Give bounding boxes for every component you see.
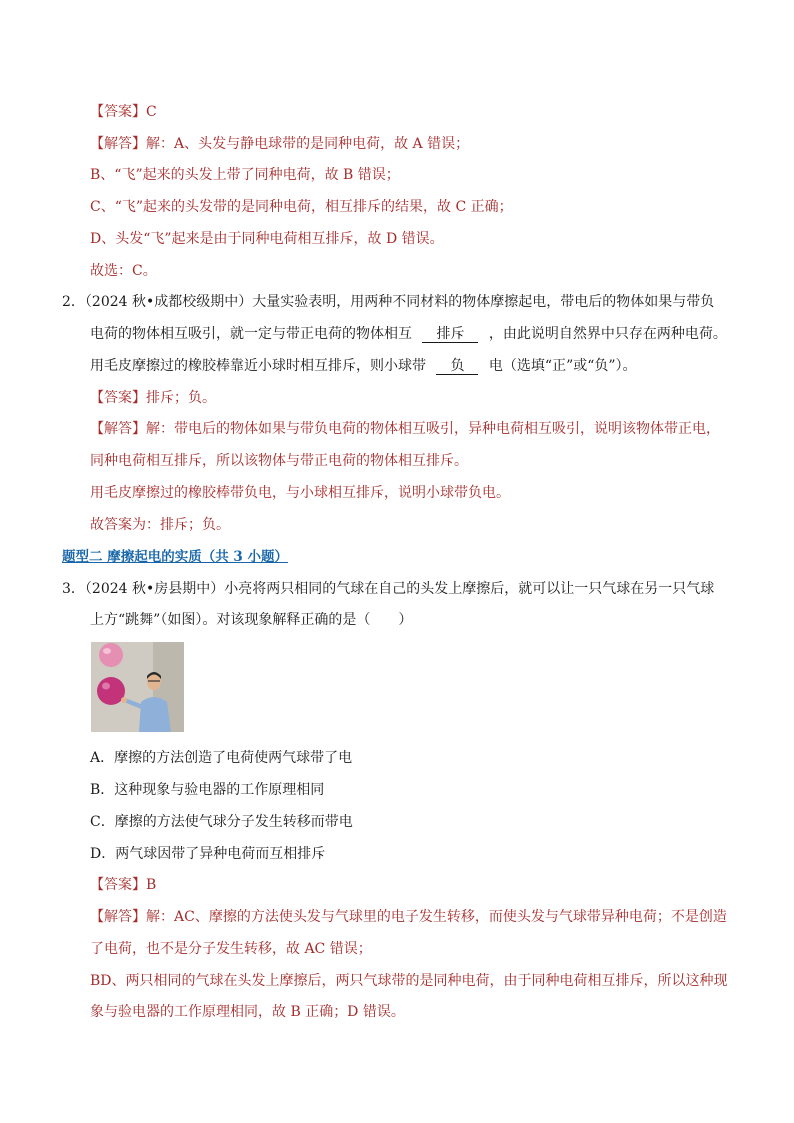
q3-stem-line-2: 上方“跳舞”（如图）。对该现象解释正确的是（ ）: [90, 612, 413, 628]
q1-analysis-line-5: 故选：C。: [90, 263, 157, 279]
q1-analysis-line-3: C、“飞”起来的头发带的是同种电荷，相互排斥的结果，故 C 正确；: [90, 199, 513, 215]
q1-answer: 【答案】C: [90, 104, 157, 120]
q2-stem-line-3: [90, 357, 637, 375]
q2-blank-2: 负: [436, 358, 478, 375]
q3-analysis-line-2: 了电荷，也不是分子发生转移，故 AC 错误；: [90, 941, 372, 957]
q3-analysis-line-3: BD、两只相同的气球在头发上摩擦后，两只气球带的是同种电荷，由于同种电荷相互排斥，所以这种现: [90, 973, 728, 989]
q3-stem-line-1: 3．（2024 秋•房县期中）小亮将两只相同的气球在自己的头发上摩擦后，就可以让一只气球在另一只气球: [62, 581, 715, 597]
q2-stem-text-c: 用毛皮摩擦过的橡胶棒靠近小球时相互排斥，则小球带: [90, 358, 426, 374]
q1-analysis-line-1: 【解答】解：A、头发与静电球带的是同种电荷，故 A 错误；: [90, 136, 470, 152]
q2-stem-text-b: ，由此说明自然界中只存在两种电荷。: [488, 326, 727, 342]
q2-stem-line-1: 2．（2024 秋•成都校级期中）大量实验表明，用两种不同材料的物体摩擦起电，带电后的物体如果与带负: [62, 294, 715, 310]
q2-analysis-line-4: 故答案为：排斥；负。: [90, 517, 230, 533]
q2-analysis-line-1: 【解答】解：带电后的物体如果与带负电荷的物体相互吸引，异种电荷相互吸引，说明该物体带正电，: [90, 421, 720, 437]
section-heading: 题型二 摩擦起电的实质（共 3 小题）: [62, 549, 288, 565]
q3-option-c: C．摩擦的方法使气球分子发生转移而带电: [90, 814, 353, 830]
q3-option-d: D．两气球因带了异种电荷而互相排斥: [90, 846, 326, 862]
balloon-photo: [91, 642, 184, 732]
q1-analysis-line-4: D、头发“飞”起来是由于同种电荷相互排斥，故 D 错误。: [90, 231, 444, 247]
q2-analysis-line-2: 同种电荷相互排斥，所以该物体与带正电荷的物体相互排斥。: [90, 453, 468, 469]
q2-stem-line-2: [90, 325, 727, 343]
q2-stem-text-a: 电荷的物体相互吸引，就一定与带正电荷的物体相互: [90, 326, 412, 342]
q1-analysis-line-2: B、“飞”起来的头发上带了同种电荷，故 B 错误；: [90, 167, 400, 183]
balloon-photo-illustration: [91, 642, 184, 732]
q2-stem-text-d: 电（选填“正”或“负”）。: [488, 358, 637, 374]
q3-analysis-line-4: 象与验电器的工作原理相同，故 B 正确；D 错误。: [90, 1004, 405, 1020]
q2-analysis-line-3: 用毛皮摩擦过的橡胶棒带负电，与小球相互排斥，说明小球带负电。: [90, 485, 510, 501]
q3-analysis-line-1: 【解答】解：AC、摩擦的方法使头发与气球里的电子发生转移，而使头发与气球带异种电荷；不是创造: [90, 909, 727, 925]
q2-answer: 【答案】排斥；负。: [90, 390, 216, 406]
q3-answer: 【答案】B: [90, 877, 157, 893]
q2-blank-1: 排斥: [422, 326, 478, 343]
q3-option-a: A．摩擦的方法创造了电荷使两气球带了电: [90, 750, 353, 766]
q3-option-b: B．这种现象与验电器的工作原理相同: [90, 782, 325, 798]
